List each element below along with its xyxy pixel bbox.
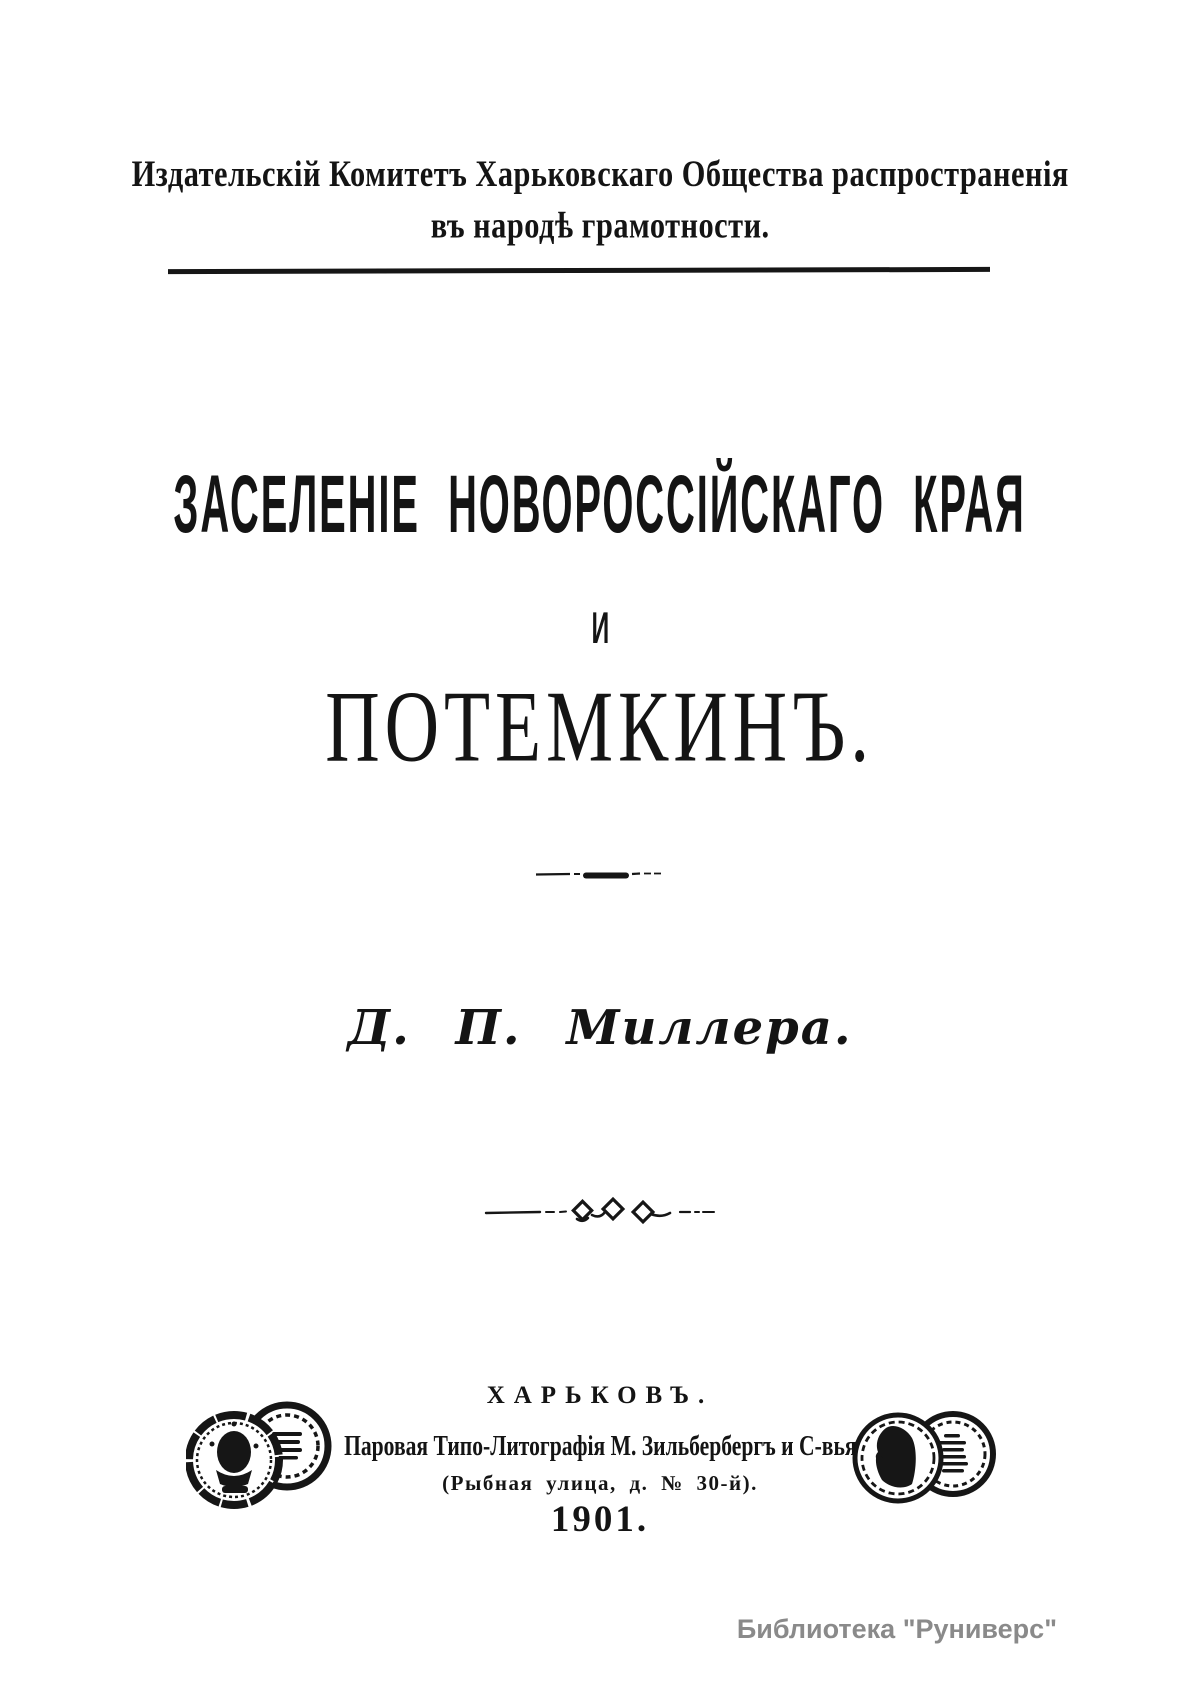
imprint-year: 1901.	[550, 1499, 650, 1540]
imprint-city: ХАРЬКОВЪ.	[486, 1382, 714, 1409]
imprint-printer: Паровая Типо-Литографія М. Зильбербергъ и С-вья	[343, 1430, 857, 1462]
header-rule	[168, 267, 990, 274]
publisher-line-2: въ народѣ грамотности.	[430, 204, 770, 246]
library-watermark: Библиотека "Руниверс"	[736, 1614, 1057, 1644]
ornament-divider	[0, 1196, 1200, 1235]
publisher-heading	[0, 148, 1200, 246]
book-title-line-2: ПОТЕМКИНЪ.	[325, 670, 875, 783]
publisher-line-1: Издательскій Комитетъ Харьковскаго Общества распространенія	[131, 152, 1069, 195]
author-name: Д. П. Миллера.	[347, 1000, 853, 1056]
small-divider	[0, 868, 1200, 886]
title-conjunction: И	[591, 602, 609, 653]
imprint-address: (Рыбная улица, д. № 30-й).	[442, 1471, 758, 1495]
book-title-line-1: ЗАСЕЛЕНІЕ НОВОРОССІЙСКАГО КРАЯ	[173, 458, 1027, 550]
short-rule-divider-icon	[534, 869, 666, 881]
diamond-scroll-divider-icon	[484, 1196, 716, 1230]
